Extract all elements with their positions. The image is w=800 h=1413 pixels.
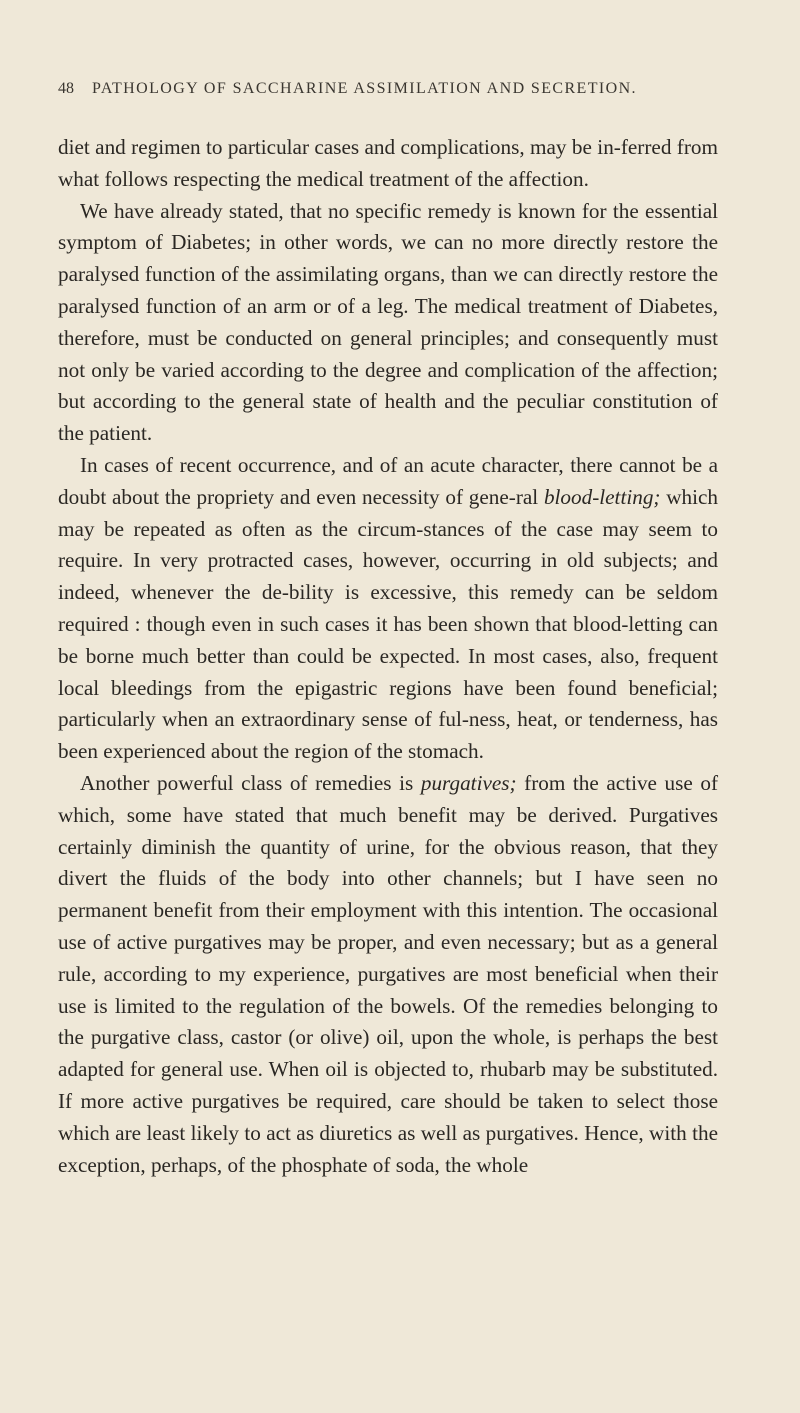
paragraph-purgatives [58,768,718,1181]
paragraph-text: from the active use of which, some have stated that much benefit may be derived. Purgatives certainly diminish the quantity of urine, for the obvious reason, that they divert the fluids of the body into other channels; but I have seen no permanent benefit from their employment with this intention. The occasional use of active purgatives may be proper, and even necessary; but as a general rule, according to my experience, purgatives are most beneficial when their use is limited to the regulation of the bowels. Of the remedies belonging to the purgative class, castor (or olive) oil, upon the whole, is perhaps the best adapted for general use. When oil is objected to, rhubarb may be substituted. If more active purgatives be required, care should be taken to select those which are least likely to act as diuretics as well as purgatives. Hence, with the exception, perhaps, of the phosphate of soda, the whole [58,770,719,1177]
paragraph-text: In cases of recent occurrence, and of an acute character, there cannot be a doubt about the propriety and even necessity of gene-ral [58,452,718,509]
paragraph-text: Another powerful class of remedies is [80,770,421,795]
running-head [58,80,718,98]
paragraph-continuation: diet and regimen to particular cases and complications, may be in-ferred from what follows respecting the medical treatment of the affection. [58,135,718,191]
body-text [58,132,718,1181]
emphasis-term: purgatives; [420,770,517,795]
page-number: 48 [58,80,74,97]
paragraph-text: which may be repeated as often as the circum-stances of the case may seem to require. In very protracted cases, however, occurring in old subjects; and indeed, whenever the de-bility is excessive, this remedy can be seldom required : though even in such cases it has been shown that blood-letting can be borne much better than could be expected. In most cases, also, frequent local bleedings from the epigastric regions have been found beneficial; particularly when an extraordinary sense of ful-ness, heat, or tenderness, has been experienced about the region of the stomach. [58,484,718,764]
running-title: PATHOLOGY OF SACCHARINE ASSIMILATION AND SECRETION. [92,80,637,97]
paragraph-specific-remedy: We have already stated, that no specific remedy is known for the essential symptom of Diabetes; in other words, we can no more directly restore the paralysed function of the assimilating organs, than we can directly restore the paralysed function of an arm or of a leg. The medical treatment of Diabetes, therefore, must be conducted on general principles; and consequently must not only be varied according to the degree and complication of the affection; but according to the general state of health and the peculiar constitution of the patient. [58,198,718,446]
emphasis-term: blood-letting; [543,484,661,509]
paragraph-blood-letting [58,450,718,768]
